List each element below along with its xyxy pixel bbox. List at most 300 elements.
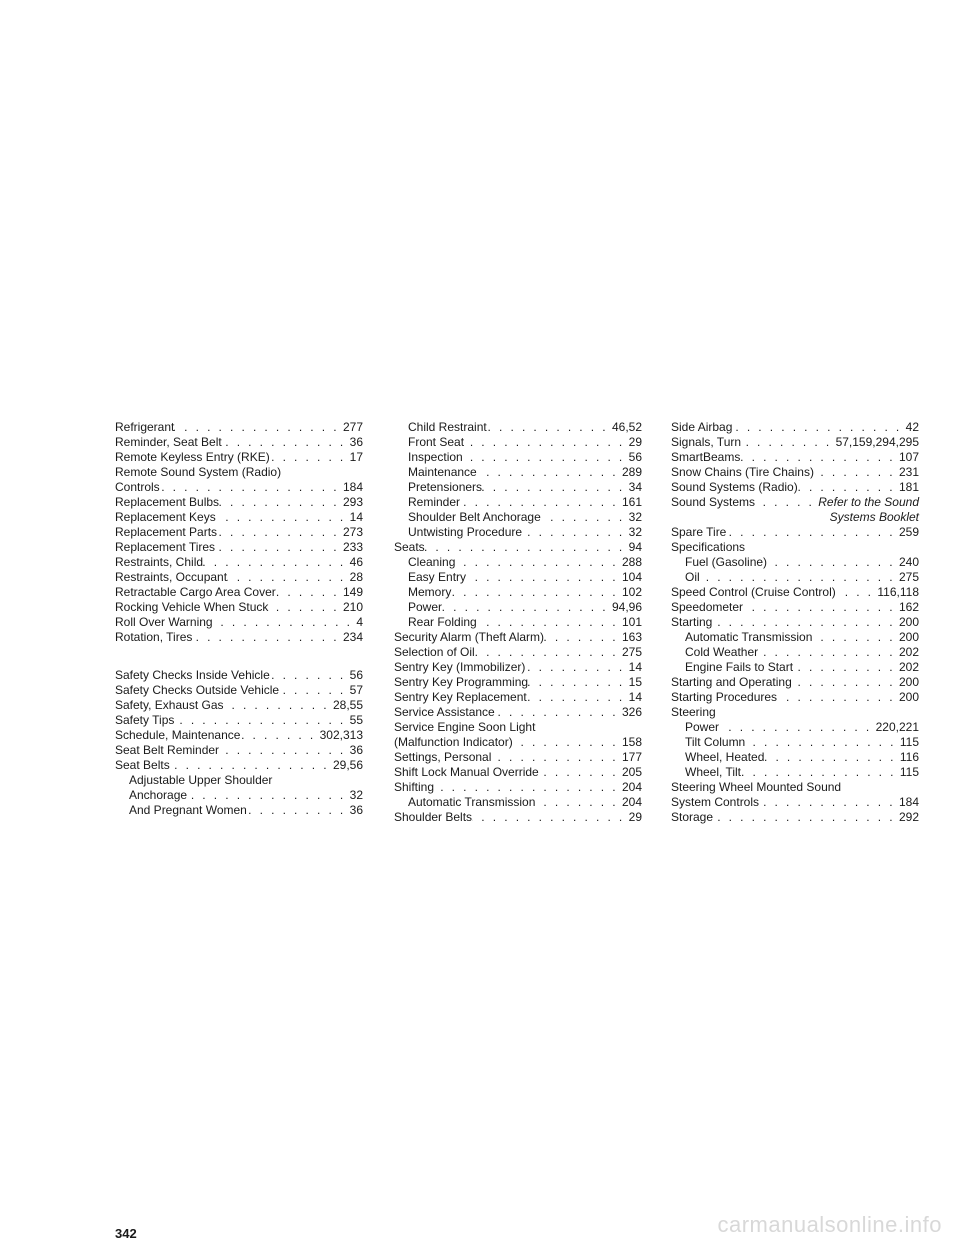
page-reference: 326 — [621, 705, 642, 719]
entry-title: Speedometer — [671, 600, 744, 614]
index-subentry — [394, 510, 642, 525]
dot-leader — [160, 480, 343, 495]
entry-title: Replacement Tires — [115, 540, 216, 554]
page-reference: 46 — [349, 555, 363, 569]
dot-leader — [544, 630, 622, 645]
index-subentry — [394, 420, 642, 435]
page-reference: 200 — [898, 615, 919, 629]
page-reference: 233 — [342, 540, 363, 554]
dot-leader — [170, 758, 333, 773]
index-entry — [394, 705, 642, 720]
page-reference: 14 — [628, 690, 642, 704]
index-entry — [115, 743, 363, 758]
entry-title: Untwisting Procedure — [408, 525, 523, 539]
index-subentry — [394, 585, 642, 600]
index-entry — [115, 450, 363, 465]
dot-leader — [713, 810, 899, 825]
entry-title: Seats — [394, 540, 425, 554]
entry-title: Sentry Key Programming — [394, 675, 529, 689]
page-reference-continuation: Systems Booklet — [829, 510, 919, 524]
entry-title: Selection of Oil — [394, 645, 475, 659]
entry-title: Safety Checks Inside Vehicle — [115, 668, 270, 682]
entry-title: Security Alarm (Theft Alarm) — [394, 630, 545, 644]
entry-title: Starting Procedures — [671, 690, 778, 704]
index-entry — [671, 675, 919, 690]
page-number: 342 — [115, 1226, 137, 1241]
entry-title: Replacement Parts — [115, 525, 218, 539]
entry-title: Rear Folding — [408, 615, 477, 629]
page-reference: 34 — [628, 480, 642, 494]
index-entry — [671, 615, 919, 630]
page-reference: 14 — [628, 660, 642, 674]
index-entry — [394, 750, 642, 765]
page-reference: 289 — [621, 465, 642, 479]
dot-leader — [764, 750, 899, 765]
index-entry — [671, 450, 919, 465]
dot-leader — [741, 765, 900, 780]
page-reference: 231 — [898, 465, 919, 479]
page-reference: 288 — [621, 555, 642, 569]
dot-leader — [755, 495, 818, 510]
entry-title: Wheel, Tilt — [685, 765, 742, 779]
dot-leader — [174, 420, 343, 435]
entry-title: Maintenance — [408, 465, 477, 479]
dot-leader — [174, 713, 349, 728]
dot-leader — [535, 795, 622, 810]
dot-leader — [219, 743, 350, 758]
entry-title: Oil — [685, 570, 700, 584]
page-reference: 116,118 — [877, 585, 919, 599]
index-entry — [394, 645, 642, 660]
entry-title: Speed Control (Cruise Control) — [671, 585, 836, 599]
entry-title: Specifications — [671, 540, 746, 554]
index-entry — [115, 668, 363, 683]
index-column-1 — [115, 420, 363, 818]
entry-title: Rotation, Tires — [115, 630, 193, 644]
index-subentry — [671, 660, 919, 675]
index-entry — [394, 765, 642, 780]
entry-title: Wheel, Heated — [685, 750, 765, 764]
dot-leader — [215, 540, 343, 555]
page-reference: 292 — [898, 810, 919, 824]
dot-leader — [792, 675, 899, 690]
entry-title: Cold Weather — [685, 645, 759, 659]
index-subentry — [394, 450, 642, 465]
page-reference: 273 — [342, 525, 363, 539]
index-spacer — [115, 645, 363, 668]
index-entry — [115, 630, 363, 645]
dot-leader — [759, 795, 899, 810]
page-reference: 181 — [898, 480, 919, 494]
dot-leader — [213, 615, 357, 630]
page-reference: 302,313 — [319, 728, 363, 742]
index-entry — [671, 585, 919, 600]
page-reference: 163 — [621, 630, 642, 644]
entry-title: Automatic Transmission — [685, 630, 813, 644]
index-entry — [394, 660, 642, 675]
dot-leader — [477, 465, 622, 480]
page-reference: 204 — [621, 780, 642, 794]
page-reference: 17 — [349, 450, 363, 464]
entry-title: Shifting — [394, 780, 435, 794]
entry-title: Steering Wheel Mounted Sound — [671, 780, 842, 794]
index-subentry — [671, 735, 919, 750]
index-entry — [671, 420, 919, 435]
page-reference: 205 — [621, 765, 642, 779]
entry-title: Memory — [408, 585, 452, 599]
page-reference: 36 — [349, 803, 363, 817]
dot-leader — [527, 690, 629, 705]
index-entry — [115, 758, 363, 773]
dot-leader — [726, 525, 899, 540]
index-entry — [671, 540, 919, 555]
entry-title: Starting — [671, 615, 713, 629]
entry-title: Safety Checks Outside Vehicle — [115, 683, 280, 697]
index-entry — [394, 690, 642, 705]
page-reference: 32 — [349, 788, 363, 802]
entry-title: Service Engine Soon Light — [394, 720, 536, 734]
entry-title: Service Assistance — [394, 705, 495, 719]
index-subentry — [671, 555, 919, 570]
page-reference: 29 — [628, 435, 642, 449]
page-reference: 102 — [621, 585, 642, 599]
entry-title: System Controls — [671, 795, 760, 809]
page-reference: 162 — [898, 600, 919, 614]
entry-title: Remote Sound System (Radio) — [115, 465, 282, 479]
index-entry — [115, 465, 363, 480]
page-reference: 116 — [899, 750, 919, 764]
entry-title: Engine Fails to Start — [685, 660, 794, 674]
index-subentry — [115, 803, 363, 818]
index-subentry — [394, 495, 642, 510]
entry-title: Refrigerant — [115, 420, 175, 434]
page-reference: Refer to the Sound — [818, 495, 919, 509]
page-reference: 29 — [628, 810, 642, 824]
entry-title: Sound Systems (Radio) — [671, 480, 798, 494]
page-reference: 210 — [342, 600, 363, 614]
index-entry — [115, 540, 363, 555]
dot-leader — [740, 450, 899, 465]
dot-leader — [767, 555, 899, 570]
index-column-3 — [671, 420, 919, 825]
page-reference: 200 — [898, 630, 919, 644]
entry-title: Seat Belt Reminder — [115, 743, 220, 757]
entry-title: Seat Belts — [115, 758, 170, 772]
page-reference: 15 — [628, 675, 642, 689]
page-reference: 184 — [898, 795, 919, 809]
entry-title: Side Airbag — [671, 420, 733, 434]
dot-leader — [466, 570, 622, 585]
entry-title: Reminder — [408, 495, 461, 509]
entry-title: Power — [685, 720, 720, 734]
page-reference: 36 — [349, 743, 363, 757]
index-entry — [115, 480, 363, 495]
index-entry — [671, 795, 919, 810]
dot-leader — [743, 600, 899, 615]
dot-leader — [812, 630, 899, 645]
index-subentry — [394, 480, 642, 495]
entry-title: Automatic Transmission — [408, 795, 536, 809]
dot-leader — [487, 420, 612, 435]
entry-title: Starting and Operating — [671, 675, 792, 689]
entry-title: Settings, Personal — [394, 750, 492, 764]
index-subentry — [671, 720, 919, 735]
dot-leader — [268, 600, 343, 615]
page-reference: 293 — [342, 495, 363, 509]
entry-title: Tilt Column — [685, 735, 746, 749]
index-entry — [671, 495, 919, 510]
index-entry — [671, 465, 919, 480]
dot-leader — [814, 465, 899, 480]
page-reference: 161 — [621, 495, 642, 509]
page-reference: 46,52 — [611, 420, 642, 434]
entry-title: SmartBeams — [671, 450, 741, 464]
entry-title: Controls — [115, 480, 160, 494]
index-subentry — [671, 765, 919, 780]
entry-title: Sentry Key Replacement — [394, 690, 527, 704]
index-entry — [671, 600, 919, 615]
index-entry — [394, 540, 642, 555]
page-reference: 184 — [342, 480, 363, 494]
entry-title: Cleaning — [408, 555, 456, 569]
page-reference: 204 — [621, 795, 642, 809]
index-entry — [115, 510, 363, 525]
dot-leader — [463, 450, 629, 465]
page-reference: 94 — [628, 540, 642, 554]
page-reference: 14 — [349, 510, 363, 524]
dot-leader — [442, 600, 612, 615]
dot-leader — [836, 585, 878, 600]
entry-title: Reminder, Seat Belt — [115, 435, 222, 449]
dot-leader — [279, 683, 350, 698]
page-reference: 275 — [898, 570, 919, 584]
dot-leader — [719, 720, 876, 735]
entry-title: Sentry Key (Immobilizer) — [394, 660, 526, 674]
index-entry — [115, 495, 363, 510]
watermark: carmanualsonline.info — [717, 1212, 942, 1237]
dot-leader — [464, 435, 629, 450]
entry-title: Remote Keyless Entry (RKE) — [115, 450, 270, 464]
index-subentry — [394, 795, 642, 810]
entry-title: Power — [408, 600, 443, 614]
index-entry — [115, 435, 363, 450]
entry-title: Storage — [671, 810, 714, 824]
dot-leader — [270, 450, 350, 465]
page-reference: 32 — [628, 525, 642, 539]
page-reference: 277 — [342, 420, 363, 434]
page-reference: 177 — [621, 750, 642, 764]
page-reference: 220,221 — [875, 720, 919, 734]
index-subentry — [671, 645, 919, 660]
entry-title: Pretensioners — [408, 480, 483, 494]
index-entry — [394, 630, 642, 645]
index-entry — [394, 735, 642, 750]
dot-leader — [217, 525, 343, 540]
page-reference: 259 — [898, 525, 919, 539]
dot-leader — [472, 810, 629, 825]
index-entry — [115, 420, 363, 435]
dot-leader — [777, 690, 899, 705]
dot-leader — [425, 540, 629, 555]
index-entry — [671, 780, 919, 795]
entry-title: Shoulder Belt Anchorage — [408, 510, 541, 524]
index-entry — [115, 728, 363, 743]
dot-leader — [741, 435, 836, 450]
dot-leader — [495, 705, 622, 720]
index-entry — [671, 480, 919, 495]
dot-leader — [712, 615, 899, 630]
index-subentry — [394, 435, 642, 450]
dot-leader — [477, 615, 622, 630]
dot-leader — [491, 750, 622, 765]
page-reference: 42 — [905, 420, 919, 434]
entry-title: Child Restraint — [408, 420, 487, 434]
dot-leader — [222, 435, 350, 450]
page-reference: 29,56 — [332, 758, 363, 772]
index-subentry — [394, 615, 642, 630]
page-reference: 56 — [349, 668, 363, 682]
dot-leader — [434, 780, 622, 795]
dot-leader — [700, 570, 899, 585]
index-entry — [394, 780, 642, 795]
entry-title: And Pregnant Women — [129, 803, 247, 817]
page-reference: 200 — [898, 675, 919, 689]
page-reference: 57,159,294,295 — [835, 435, 919, 449]
entry-title: Fuel (Gasoline) — [685, 555, 768, 569]
page-reference: 56 — [628, 450, 642, 464]
dot-leader — [270, 668, 350, 683]
dot-leader — [203, 555, 350, 570]
dot-leader — [240, 728, 319, 743]
index-entry — [671, 435, 919, 450]
index-subentry — [115, 773, 363, 788]
index-entry — [115, 615, 363, 630]
index-subentry — [115, 788, 363, 803]
index-column-2 — [394, 420, 642, 825]
index-subentry — [671, 630, 919, 645]
dot-leader — [758, 645, 899, 660]
dot-leader — [227, 570, 350, 585]
page-reference: 275 — [621, 645, 642, 659]
dot-leader — [455, 555, 622, 570]
entry-title: Sound Systems — [671, 495, 756, 509]
dot-leader — [276, 585, 343, 600]
dot-leader — [247, 803, 350, 818]
page-reference: 115 — [899, 765, 919, 779]
entry-title: Safety Tips — [115, 713, 175, 727]
page-reference: 149 — [342, 585, 363, 599]
entry-title: Spare Tire — [671, 525, 727, 539]
index-entry — [115, 570, 363, 585]
index-subentry — [394, 600, 642, 615]
entry-title: Snow Chains (Tire Chains) — [671, 465, 814, 479]
index-entry — [394, 810, 642, 825]
entry-title: Replacement Bulbs — [115, 495, 220, 509]
index-entry — [394, 720, 642, 735]
page-reference: 28 — [349, 570, 363, 584]
dot-leader — [475, 645, 622, 660]
index-subentry — [394, 525, 642, 540]
page-reference: 94,96 — [611, 600, 642, 614]
entry-title: Easy Entry — [408, 570, 467, 584]
index-entry — [671, 690, 919, 705]
dot-leader — [216, 510, 350, 525]
index-entry — [671, 525, 919, 540]
entry-title: Shoulder Belts — [394, 810, 473, 824]
page-reference: 202 — [898, 660, 919, 674]
dot-leader — [482, 480, 629, 495]
dot-leader — [525, 660, 628, 675]
entry-title: Anchorage — [129, 788, 188, 802]
page-reference: 28,55 — [332, 698, 363, 712]
entry-title: Roll Over Warning — [115, 615, 213, 629]
dot-leader — [541, 510, 629, 525]
entry-title: Front Seat — [408, 435, 465, 449]
entry-title: (Malfunction Indicator) — [394, 735, 513, 749]
page-reference: 158 — [621, 735, 642, 749]
index-subentry — [671, 570, 919, 585]
page-reference: 36 — [349, 435, 363, 449]
page-reference: 240 — [898, 555, 919, 569]
dot-leader — [187, 788, 350, 803]
index-entry — [115, 555, 363, 570]
entry-title: Restraints, Child — [115, 555, 204, 569]
entry-title: Shift Lock Manual Override — [394, 765, 539, 779]
dot-leader — [219, 495, 343, 510]
entry-title: Retractable Cargo Area Cover — [115, 585, 276, 599]
page-reference: 115 — [899, 735, 919, 749]
page-reference: 4 — [356, 615, 363, 629]
entry-title: Replacement Keys — [115, 510, 216, 524]
entry-title: Inspection — [408, 450, 463, 464]
dot-leader — [539, 765, 622, 780]
index-entry — [115, 698, 363, 713]
dot-leader — [798, 480, 899, 495]
index-entry — [115, 585, 363, 600]
page-reference: 32 — [628, 510, 642, 524]
entry-title: Schedule, Maintenance — [115, 728, 241, 742]
dot-leader — [224, 698, 333, 713]
dot-leader — [745, 735, 900, 750]
entry-title: Rocking Vehicle When Stuck — [115, 600, 269, 614]
page-reference: 101 — [621, 615, 642, 629]
dot-leader — [513, 735, 622, 750]
index-entry — [115, 600, 363, 615]
dot-leader — [522, 525, 629, 540]
index-entry — [115, 713, 363, 728]
dot-leader — [528, 675, 629, 690]
index-entry — [115, 683, 363, 698]
dot-leader — [793, 660, 899, 675]
entry-title: Adjustable Upper Shoulder — [129, 773, 273, 787]
index-entry — [394, 675, 642, 690]
entry-title: Steering — [671, 705, 716, 719]
entry-title: Signals, Turn — [671, 435, 742, 449]
entry-title: Restraints, Occupant — [115, 570, 228, 584]
page-reference: 104 — [621, 570, 642, 584]
index-entry — [671, 705, 919, 720]
index-subentry — [394, 555, 642, 570]
index-subentry — [394, 465, 642, 480]
dot-leader — [451, 585, 622, 600]
dot-leader — [732, 420, 905, 435]
index-subentry — [671, 750, 919, 765]
entry-title: Safety, Exhaust Gas — [115, 698, 224, 712]
dot-leader — [192, 630, 343, 645]
page-reference: 107 — [898, 450, 919, 464]
page-reference: 200 — [898, 690, 919, 704]
page-reference: 57 — [349, 683, 363, 697]
